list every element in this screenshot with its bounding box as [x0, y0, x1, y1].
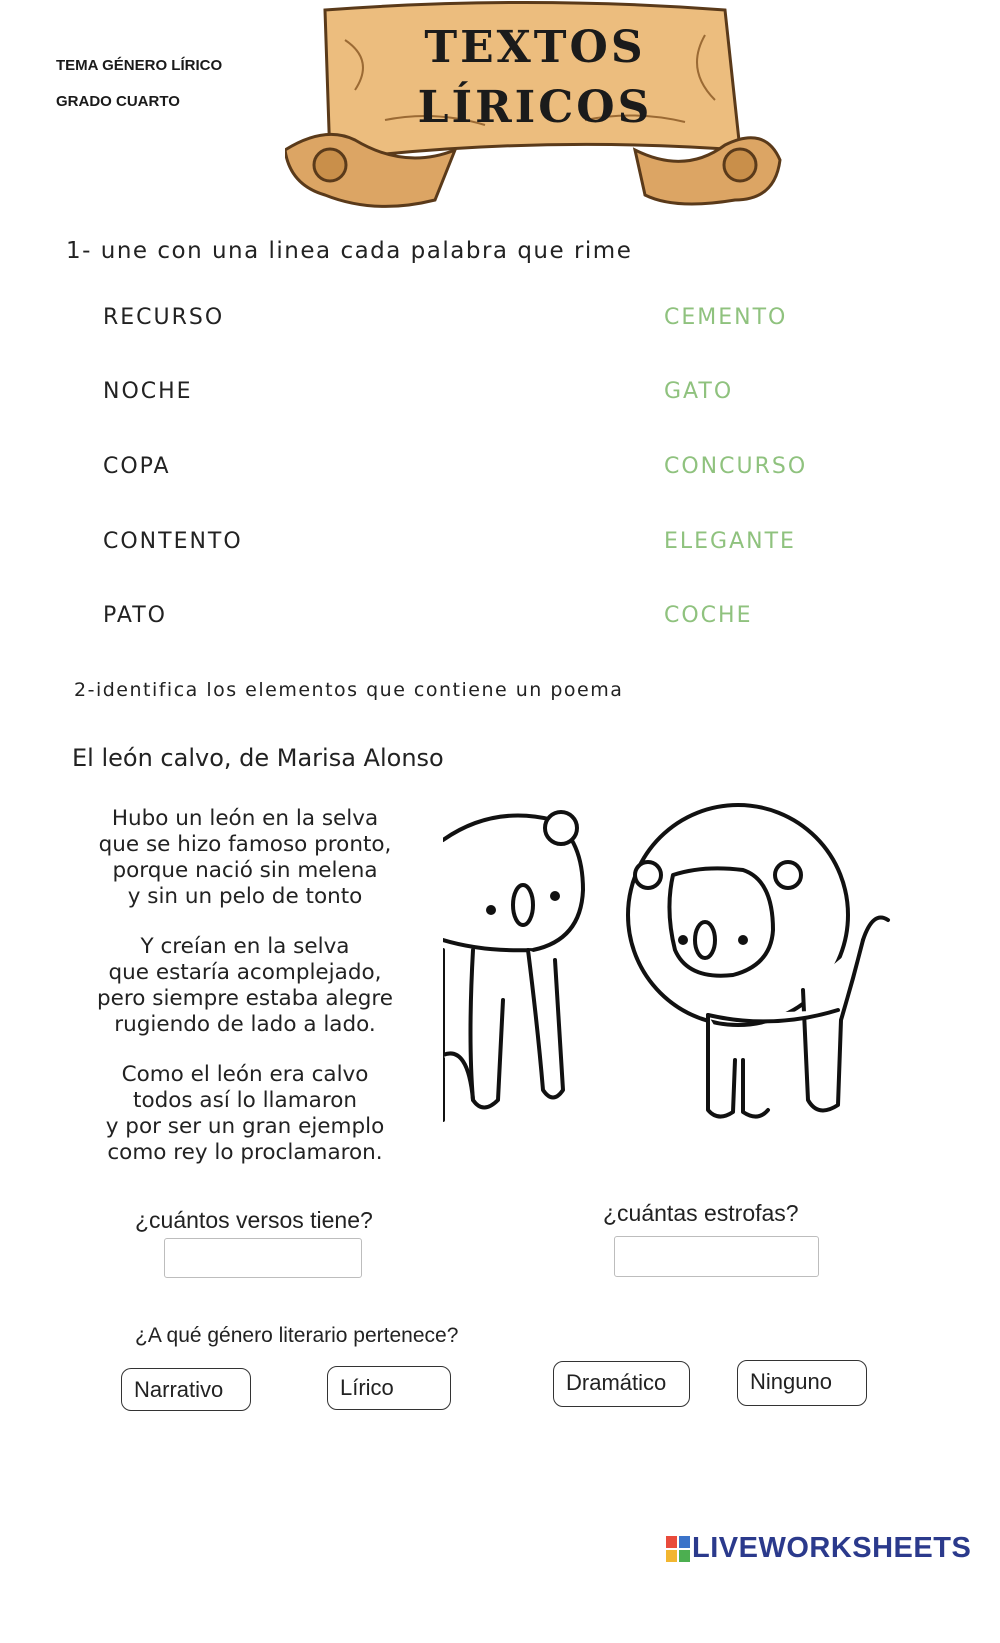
- stanzas-answer-input[interactable]: [614, 1236, 819, 1277]
- question-genre: ¿A qué género literario pertenece?: [135, 1324, 459, 1347]
- poem-line: que estaría acomplejado,: [108, 960, 382, 985]
- poem-line: pero siempre estaba alegre: [97, 986, 393, 1011]
- option-dramatico[interactable]: Dramático: [553, 1361, 690, 1407]
- banner-title-line1: TEXTOS: [424, 22, 646, 73]
- lion-illustration: [443, 800, 913, 1140]
- question-stanzas: ¿cuántas estrofas?: [603, 1200, 799, 1226]
- right-word[interactable]: CEMENTO: [664, 305, 788, 330]
- section1-instruction: 1- une con una linea cada palabra que rime: [66, 238, 633, 264]
- poem-line: Y creían en la selva: [140, 934, 350, 959]
- left-word[interactable]: RECURSO: [103, 305, 225, 330]
- stanza-3: [80, 1062, 410, 1166]
- banner-title-line2: LÍRICOS: [417, 82, 653, 133]
- question-verses: ¿cuántos versos tiene?: [135, 1207, 373, 1233]
- right-word[interactable]: GATO: [664, 379, 734, 404]
- poem-line: Como el león era calvo: [121, 1062, 369, 1087]
- poem-line: y por ser un gran ejemplo: [105, 1114, 385, 1139]
- option-lirico[interactable]: Lírico: [327, 1366, 451, 1410]
- right-word[interactable]: ELEGANTE: [664, 529, 796, 554]
- title-banner: [285, 0, 785, 215]
- left-word[interactable]: CONTENTO: [103, 529, 243, 554]
- right-word[interactable]: COCHE: [664, 603, 753, 628]
- left-word[interactable]: COPA: [103, 454, 171, 479]
- poem-line: todos así lo llamaron: [133, 1088, 357, 1113]
- verses-answer-input[interactable]: [164, 1238, 362, 1278]
- poem-line: rugiendo de lado a lado.: [114, 1012, 376, 1037]
- grade-label: GRADO CUARTO: [56, 93, 180, 110]
- poem-title: El león calvo, de Marisa Alonso: [72, 744, 444, 772]
- liveworksheets-logo: [666, 1532, 971, 1565]
- right-word[interactable]: CONCURSO: [664, 454, 808, 479]
- poem-line: y sin un pelo de tonto: [127, 884, 363, 909]
- stanza-2: [80, 934, 410, 1038]
- section2-instruction: 2-identifica los elementos que contiene un poema: [74, 679, 624, 701]
- left-word[interactable]: NOCHE: [103, 379, 193, 404]
- option-ninguno[interactable]: Ninguno: [737, 1360, 867, 1406]
- logo-text: LIVEWORKSHEETS: [692, 1532, 972, 1564]
- poem-line: que se hizo famoso pronto,: [98, 832, 392, 857]
- logo-grid-icon: [666, 1536, 690, 1562]
- option-narrativo[interactable]: Narrativo: [121, 1368, 251, 1411]
- poem-line: porque nació sin melena: [112, 858, 378, 883]
- left-word[interactable]: PATO: [103, 603, 167, 628]
- poem-body: [80, 806, 410, 1190]
- stanza-1: [80, 806, 410, 910]
- poem-line: Hubo un león en la selva: [111, 806, 379, 831]
- topic-label: TEMA GÉNERO LÍRICO: [56, 57, 223, 74]
- poem-line: como rey lo proclamaron.: [107, 1140, 383, 1165]
